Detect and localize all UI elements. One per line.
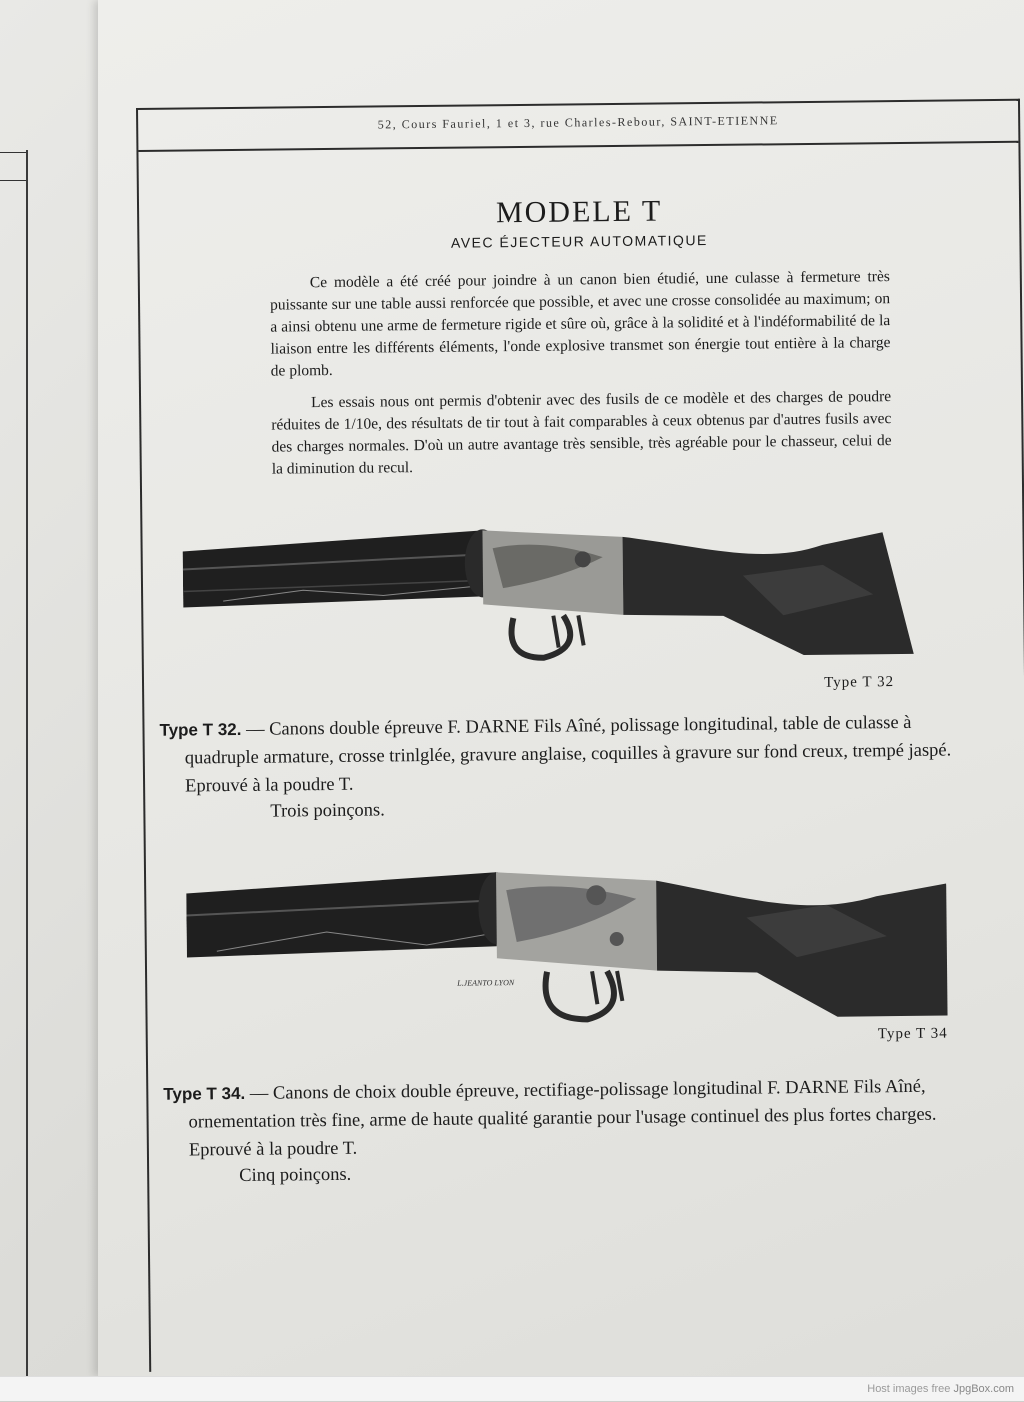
page-title: MODELE T — [495, 194, 663, 230]
running-head: 52, Cours Fauriel, 1 et 3, rue Charles-Rebour, SAINT-ETIENNE — [377, 113, 779, 132]
shotgun-t34-illustration — [186, 856, 948, 1034]
adjacent-page-edge — [0, 150, 28, 1376]
header-rule — [138, 141, 1018, 152]
shotgun-t32-illustration — [182, 504, 944, 682]
footer-prefix: Host images free — [867, 1383, 951, 1395]
shotgun-t34-caption: Type T 34 — [877, 1025, 948, 1043]
results-paragraph: Les essais nous ont permis d'obtenir avec des fusils de ce modèle et des charges de poudre réduites de 1/10e, des résultats de tir tout à fait comparables à ceux obtenus par d'autres fusils avec des charges normales. D'où un autre avantage très sensible, très agréable pour le chasseur, celui de la diminution du recul. — [271, 388, 892, 478]
page-content — [159, 191, 989, 1187]
type-t32-text: — Canons double épreuve F. DARNE Fils Aîné, polissage longitudinal, table de culasse à quadruple armature, crosse trinlglée, gravure anglaise, coquilles à gravure sur fond creux, trempé jaspé. Eprouvé à la poudre T. — [184, 712, 952, 797]
footer-brand-link[interactable]: JpgBox.com — [953, 1383, 1014, 1395]
type-t34-punches: Cinq poinçons. — [239, 1164, 352, 1186]
type-t34-description — [163, 1072, 989, 1164]
type-t32-description — [159, 708, 985, 800]
type-t32-label: Type T 32. — [159, 719, 242, 740]
shotgun-t34-drawing — [186, 856, 948, 1034]
engraver-signature: L.JEANTO LYON — [457, 978, 515, 988]
shotgun-t32-drawing — [182, 504, 944, 682]
catalog-page — [98, 0, 1024, 1376]
type-t34-text: — Canons de choix double épreuve, rectifiage-polissage longitudinal F. DARNE Fils Aîné, ornementation très fine, arme de haute qualité garantie pour l'usage continuel des plus fortes charges. Eprouvé à la poudre T. — [188, 1076, 937, 1161]
intro-paragraph: Ce modèle a été créé pour joindre à un canon bien étudié, une culasse à fermeture très puissante sur une table aussi renforcée que possible, et avec une crosse consolidée au maximum; on a ainsi obtenu une arme de fermeture rigide et sûre où, grâce à la solidité et à l'indéformabilité de la liaison entre les différents éléments, l'onde explosive transmet son énergie tout entière à la charge de plomb. — [269, 268, 891, 380]
page-subtitle: AVEC ÉJECTEUR AUTOMATIQUE — [450, 232, 708, 251]
type-t34-label: Type T 34. — [163, 1083, 246, 1104]
page-frame — [136, 99, 1024, 1372]
type-t32-punches: Trois poinçons. — [270, 800, 385, 822]
host-footer — [0, 1376, 1024, 1401]
shotgun-t32-caption: Type T 32 — [824, 674, 895, 691]
